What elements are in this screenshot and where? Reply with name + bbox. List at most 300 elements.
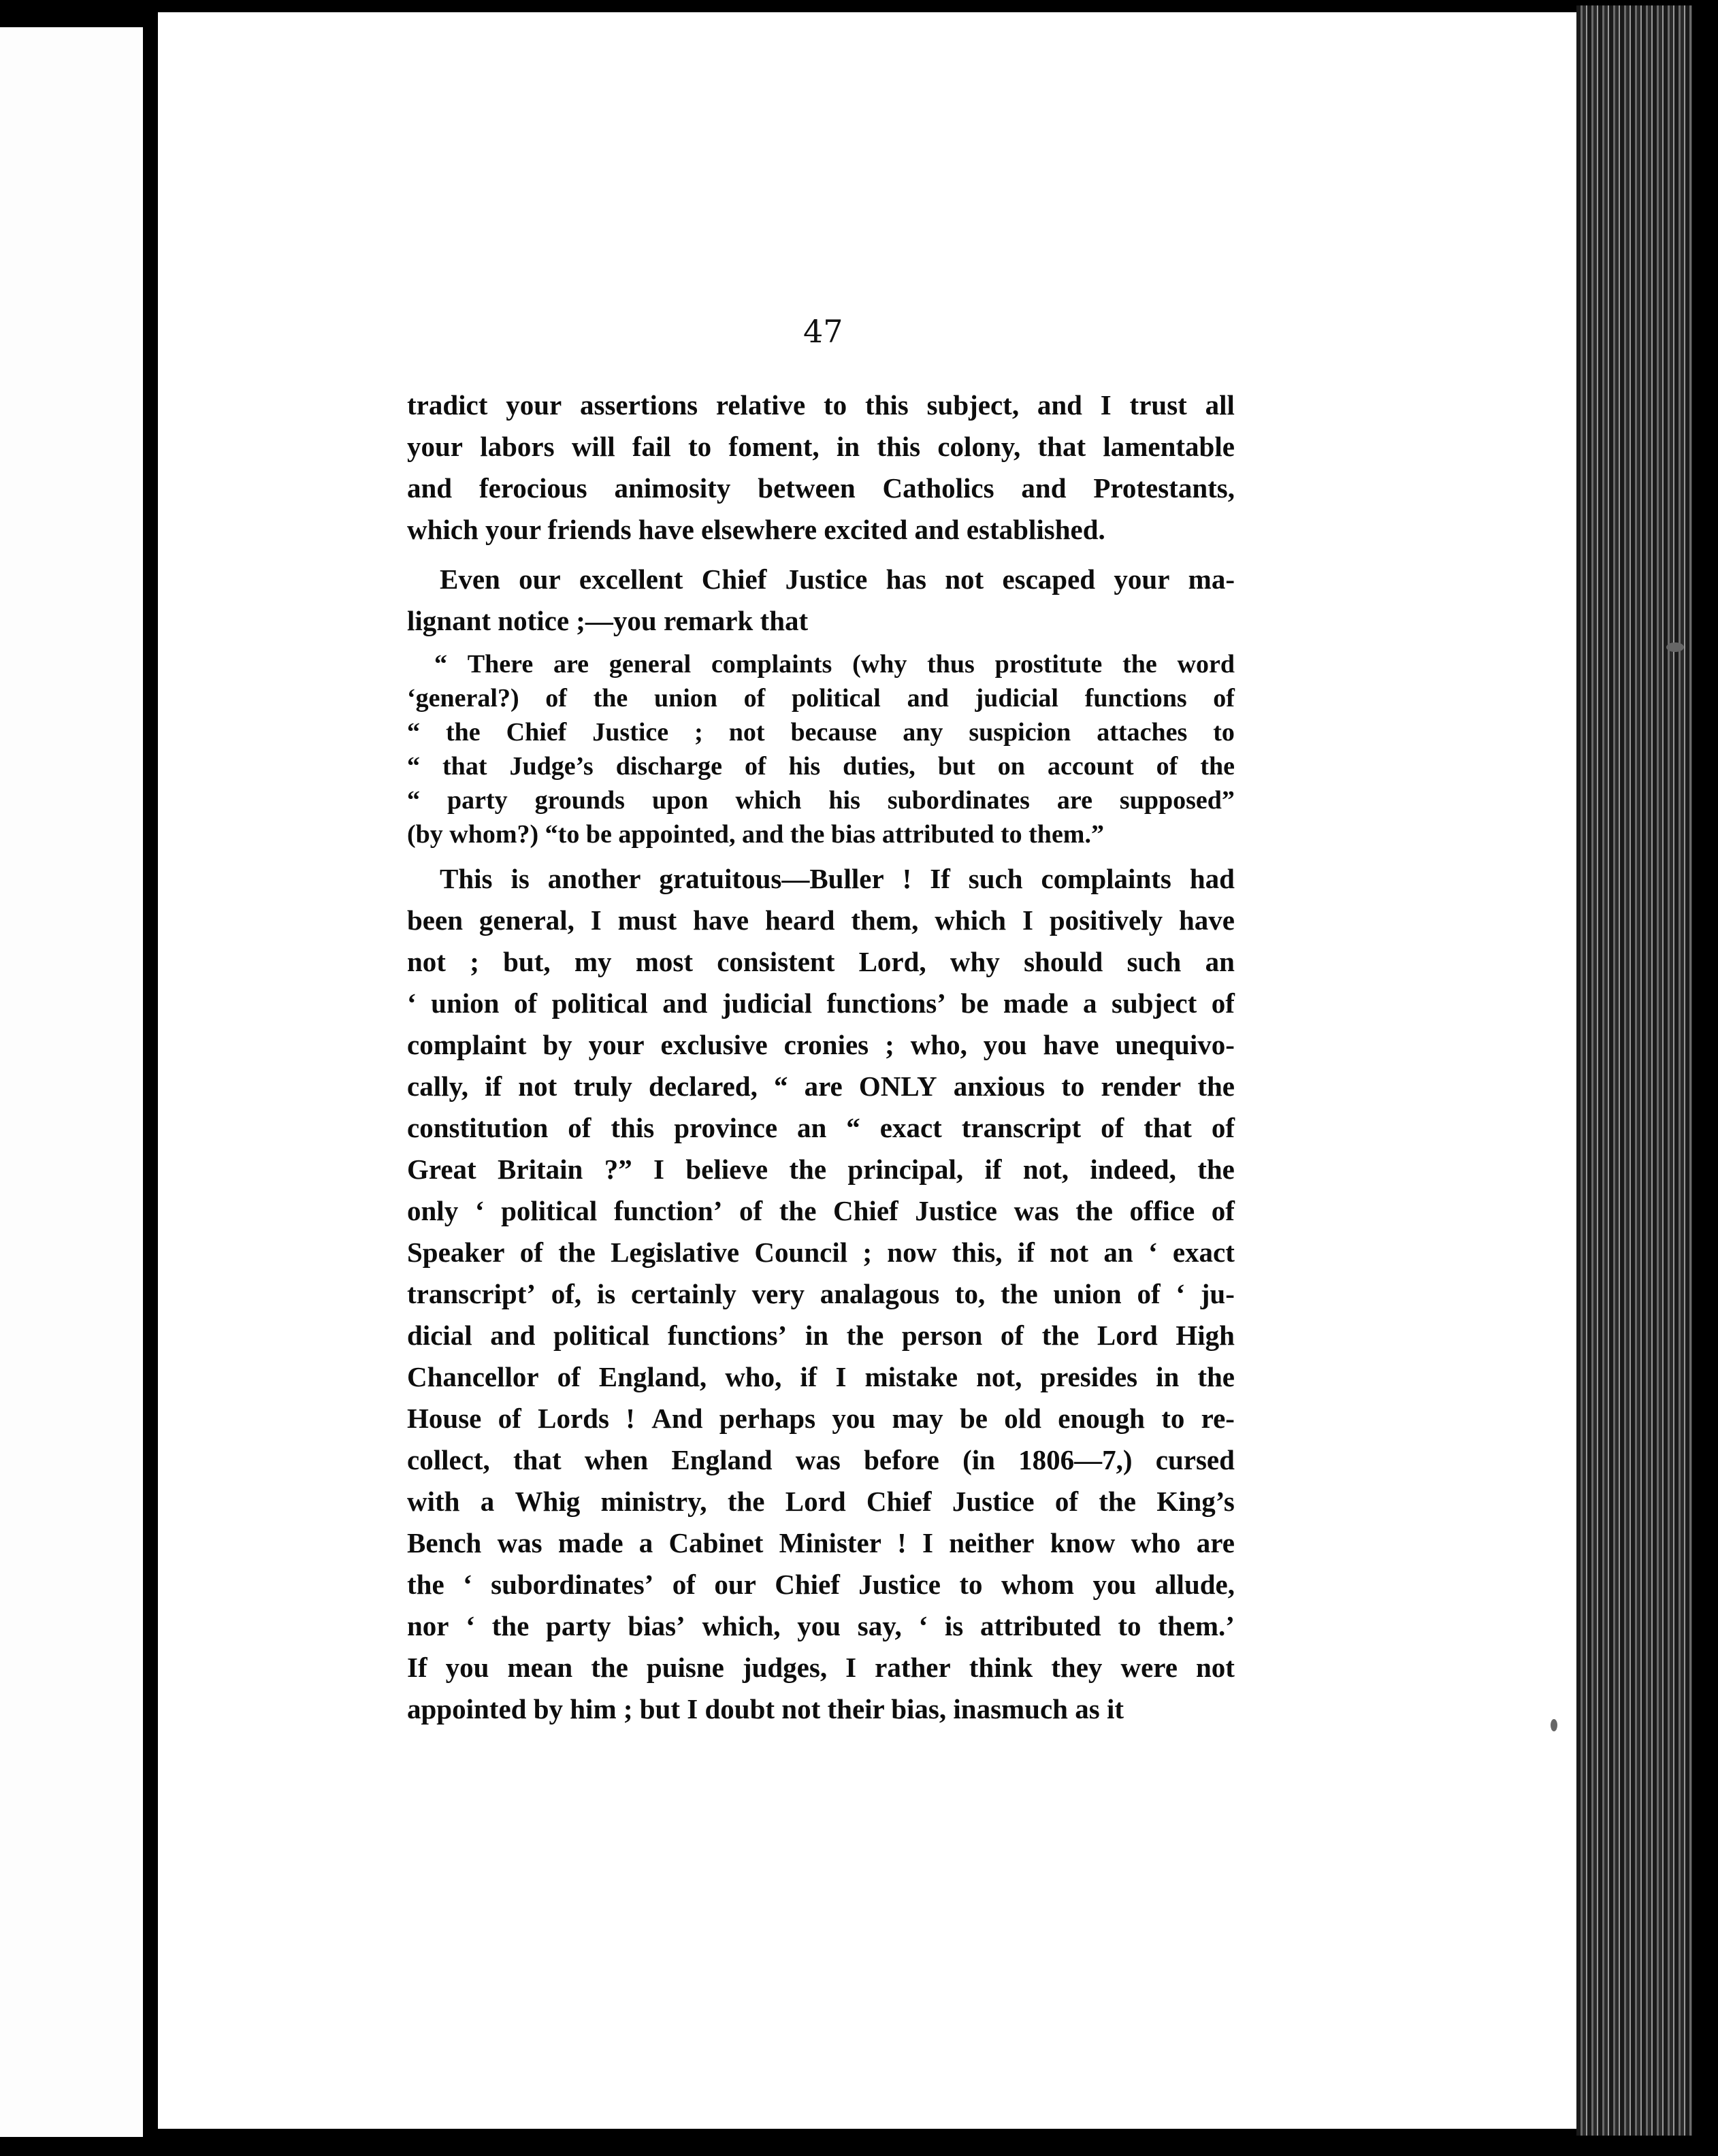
line-content	[407, 385, 1235, 426]
word: render	[1101, 1071, 1182, 1102]
word: because	[790, 718, 877, 747]
text-line	[407, 1107, 1235, 1149]
word: before	[864, 1444, 939, 1475]
word: on	[997, 752, 1025, 781]
word: cursed	[1155, 1444, 1235, 1475]
word: to	[688, 431, 712, 462]
word: was	[1014, 1195, 1059, 1226]
word: and	[1021, 472, 1067, 504]
word: ‘	[466, 1610, 475, 1642]
word: suspicion	[969, 718, 1071, 747]
word: Protestants,	[1093, 472, 1235, 504]
word: judges,	[742, 1652, 828, 1683]
word: subject	[1112, 987, 1197, 1019]
line-content	[407, 1647, 1235, 1688]
line-content	[440, 858, 1235, 900]
word: party	[546, 1610, 611, 1642]
line-content	[407, 749, 1235, 783]
word: Justice	[952, 1486, 1035, 1517]
word: Chancellor	[407, 1361, 539, 1392]
word: ju-	[1200, 1278, 1235, 1309]
word: cally,	[407, 1071, 468, 1102]
word: the	[1197, 1154, 1235, 1185]
word: of	[1156, 752, 1178, 781]
word: (why	[852, 650, 907, 679]
word: I	[590, 904, 602, 936]
line-content	[407, 1273, 1235, 1315]
word: dicial	[407, 1320, 472, 1351]
word: to	[1118, 1610, 1141, 1642]
word: declared,	[649, 1071, 758, 1102]
word: now	[887, 1237, 937, 1268]
word: you	[983, 1029, 1027, 1060]
word: are	[1056, 786, 1092, 815]
line-content	[407, 1315, 1235, 1356]
word: general,	[479, 904, 574, 936]
word: you	[832, 1403, 876, 1434]
text-line	[407, 1315, 1235, 1356]
word: is	[510, 863, 530, 894]
line-content	[407, 468, 1235, 509]
word: that	[1144, 1112, 1192, 1143]
word: of	[1211, 1195, 1235, 1226]
word: and	[907, 684, 949, 713]
word: animosity	[614, 472, 731, 504]
word: with	[407, 1486, 460, 1517]
word: account	[1047, 752, 1134, 781]
word: subordinates’	[491, 1569, 654, 1600]
word: principal,	[847, 1154, 964, 1185]
word: have	[1178, 904, 1235, 936]
page-text	[407, 385, 1235, 1730]
word: have	[693, 904, 749, 936]
word: neither	[949, 1527, 1035, 1558]
word: transcript	[961, 1112, 1082, 1143]
word: indeed,	[1090, 1154, 1176, 1185]
word: labors	[480, 431, 555, 462]
text-line	[407, 1564, 1235, 1605]
word: discharge	[615, 752, 722, 781]
word: in	[805, 1320, 829, 1351]
text-line	[407, 1149, 1235, 1190]
word: gratuitous—Buller	[659, 863, 884, 894]
word: supposed”	[1119, 786, 1235, 815]
word: I	[845, 1652, 857, 1683]
word: !	[897, 1527, 907, 1558]
book-gutter	[143, 0, 158, 2156]
word: that	[513, 1444, 562, 1475]
text-line	[407, 468, 1235, 509]
line-content	[407, 1024, 1235, 1066]
word: when	[584, 1444, 649, 1475]
word: of	[743, 684, 766, 713]
word: “	[407, 786, 420, 815]
word: subject,	[926, 389, 1020, 421]
word: ;	[694, 718, 703, 747]
word: I	[1022, 904, 1033, 936]
word: not	[1195, 1652, 1235, 1683]
word: you	[1092, 1569, 1137, 1600]
word: of	[672, 1569, 696, 1600]
word: I	[653, 1154, 664, 1185]
text-line	[407, 1647, 1235, 1688]
word: the	[846, 1320, 884, 1351]
word: thus	[927, 650, 975, 679]
word: Chief	[866, 1486, 932, 1517]
word: ferocious	[479, 472, 587, 504]
page-block-edge	[1576, 5, 1692, 2136]
word: your	[407, 431, 463, 462]
word: political	[501, 1195, 598, 1226]
word: an	[1205, 946, 1235, 977]
word: who	[1131, 1527, 1181, 1558]
line-content	[407, 1522, 1235, 1564]
word: complaint	[407, 1029, 527, 1060]
ink-spot	[1666, 642, 1684, 652]
word: If	[930, 863, 950, 894]
word: of	[1054, 1486, 1078, 1517]
word: them,	[851, 904, 919, 936]
line-content	[407, 1398, 1235, 1439]
text-line	[407, 1439, 1235, 1481]
text-line	[407, 1232, 1235, 1273]
facing-page-edge	[0, 27, 143, 2137]
word: must	[617, 904, 677, 936]
word: the	[1197, 1361, 1235, 1392]
line-content	[434, 647, 1235, 681]
word: Lord,	[858, 946, 926, 977]
word: is	[596, 1278, 616, 1309]
word: of,	[551, 1278, 582, 1309]
text-line	[407, 858, 1235, 900]
word: of	[1101, 1112, 1124, 1143]
word: mistake	[864, 1361, 958, 1392]
text-line	[407, 1522, 1235, 1564]
word: nor	[407, 1610, 449, 1642]
word: the	[407, 1569, 444, 1600]
word: my	[574, 946, 612, 977]
quote-line	[407, 817, 1235, 851]
word: made	[1003, 987, 1069, 1019]
word: rather	[875, 1652, 951, 1683]
word: cronies	[783, 1029, 869, 1060]
word: an	[1103, 1237, 1133, 1268]
word: between	[758, 472, 856, 504]
word: exact	[1172, 1237, 1235, 1268]
word: of	[1211, 987, 1235, 1019]
word: “	[434, 650, 447, 679]
word: believe	[685, 1154, 768, 1185]
word: Even	[440, 564, 500, 595]
word: which	[935, 904, 1007, 936]
word: re-	[1201, 1403, 1235, 1434]
word: been	[407, 904, 463, 936]
word: think	[969, 1652, 1033, 1683]
word: this	[877, 431, 921, 462]
word: function’	[613, 1195, 723, 1226]
line-content	[407, 1066, 1235, 1107]
word: ?”	[604, 1154, 632, 1185]
word: functions’	[826, 987, 946, 1019]
word: of	[513, 987, 538, 1019]
word: the	[593, 684, 628, 713]
word: bias’	[628, 1610, 685, 1642]
word: person	[901, 1320, 983, 1351]
paragraph	[407, 385, 1235, 551]
word: his	[788, 752, 821, 781]
word: and	[1037, 389, 1082, 421]
word: of	[545, 684, 567, 713]
word: ONLY	[858, 1071, 937, 1102]
word: If	[407, 1652, 427, 1683]
line-content	[407, 1149, 1235, 1190]
word: Lord	[1097, 1320, 1158, 1351]
word: union	[1053, 1278, 1122, 1309]
word: political	[551, 987, 648, 1019]
word: of	[557, 1361, 581, 1392]
word: Chief	[833, 1195, 898, 1226]
word: political	[553, 1320, 650, 1351]
text-line	[407, 1605, 1235, 1647]
quote-line	[407, 647, 1235, 681]
block-quote	[407, 647, 1235, 851]
word: consistent	[717, 946, 835, 977]
word: which	[735, 786, 802, 815]
word: if	[1017, 1237, 1035, 1268]
word: political	[791, 684, 881, 713]
quote-line	[407, 681, 1235, 715]
text-line	[407, 1066, 1235, 1107]
word: And	[651, 1403, 703, 1434]
word: a	[480, 1486, 495, 1517]
word: if	[984, 1154, 1002, 1185]
word: collect,	[407, 1444, 490, 1475]
word: to	[959, 1569, 983, 1600]
word: This	[440, 863, 493, 894]
word: ministry,	[600, 1486, 707, 1517]
word: who,	[725, 1361, 782, 1392]
word: are	[553, 650, 589, 679]
line-content	[407, 1356, 1235, 1398]
word: Great	[407, 1154, 476, 1185]
word: foment,	[728, 431, 820, 462]
word: !	[902, 863, 912, 894]
word: the	[445, 718, 481, 747]
text-line	[407, 983, 1235, 1024]
word: this	[611, 1112, 655, 1143]
word: ‘	[463, 1569, 472, 1600]
word: his	[828, 786, 860, 815]
word: another	[547, 863, 641, 894]
word: not	[1050, 1237, 1089, 1268]
word: in	[1156, 1361, 1180, 1392]
word: ‘	[474, 1195, 485, 1226]
line-content	[407, 900, 1235, 941]
word: of	[1137, 1278, 1161, 1309]
text-line	[407, 941, 1235, 983]
word: functions’	[667, 1320, 788, 1351]
line-content	[440, 559, 1235, 600]
word: Justice	[592, 718, 669, 747]
word: judicial	[975, 684, 1058, 713]
word: union	[653, 684, 717, 713]
word: Speaker	[407, 1237, 505, 1268]
word: our	[714, 1569, 756, 1600]
word: ‘general?)	[407, 684, 519, 713]
word: complaints	[711, 650, 832, 679]
line-content	[407, 983, 1235, 1024]
word: of	[1213, 684, 1235, 713]
word: most	[635, 946, 693, 977]
word: our	[519, 564, 561, 595]
word: such	[1127, 946, 1182, 977]
word: excellent	[579, 564, 683, 595]
line-content	[407, 1232, 1235, 1273]
word: ;	[862, 1237, 873, 1268]
word: your	[1114, 564, 1170, 595]
word: the	[591, 1652, 628, 1683]
word: “	[407, 752, 420, 781]
word: to	[824, 389, 847, 421]
word: in	[836, 431, 860, 462]
word: Whig	[515, 1486, 581, 1517]
quote-line	[407, 749, 1235, 783]
word: Justice	[785, 564, 868, 595]
word: !	[626, 1403, 635, 1434]
word: of	[1000, 1320, 1024, 1351]
word: Chief	[701, 564, 767, 595]
word: “	[773, 1071, 788, 1102]
word: 1806—7,)	[1018, 1444, 1133, 1475]
word: England,	[598, 1361, 707, 1392]
word: the	[1099, 1486, 1136, 1517]
word: of	[568, 1112, 591, 1143]
word: not,	[976, 1361, 1022, 1392]
word: a	[638, 1527, 653, 1558]
line-content: appointed by him ; but I doubt not their bias, inasmuch as it	[407, 1693, 1124, 1725]
word: are	[1196, 1527, 1235, 1558]
word: general	[609, 650, 692, 679]
word: Britain	[498, 1154, 583, 1185]
word: word	[1177, 650, 1235, 679]
word: I	[835, 1361, 847, 1392]
line-content	[407, 1439, 1235, 1481]
word: the	[1001, 1278, 1038, 1309]
word: are	[804, 1071, 843, 1102]
word: Lord	[785, 1486, 846, 1517]
text-line	[407, 900, 1235, 941]
word: ‘	[1176, 1278, 1186, 1309]
word: is	[944, 1610, 964, 1642]
word: union	[431, 987, 500, 1019]
word: the	[558, 1237, 596, 1268]
word: transcript’	[407, 1278, 536, 1309]
word: but	[937, 752, 975, 781]
word: if	[800, 1361, 817, 1392]
word: presides	[1040, 1361, 1138, 1392]
line-content	[407, 783, 1235, 817]
paragraph	[407, 559, 1235, 642]
word: unequivo-	[1115, 1029, 1235, 1060]
word: truly	[573, 1071, 632, 1102]
word: positively	[1049, 904, 1163, 936]
word: I	[922, 1527, 934, 1558]
word: subordinates	[887, 786, 1030, 815]
text-line	[407, 426, 1235, 468]
word: Council	[754, 1237, 848, 1268]
word: not	[518, 1071, 557, 1102]
text-line	[407, 1481, 1235, 1522]
word: your	[588, 1029, 645, 1060]
word: ;	[885, 1029, 894, 1060]
word: has	[886, 564, 926, 595]
word: exclusive	[660, 1029, 768, 1060]
word: you	[445, 1652, 489, 1683]
word: but,	[503, 946, 551, 977]
word: was	[795, 1444, 841, 1475]
word: of	[739, 1195, 763, 1226]
word: very	[751, 1278, 805, 1309]
ink-spot	[1551, 1719, 1557, 1731]
word: lamentable	[1103, 431, 1235, 462]
word: to	[1213, 718, 1235, 747]
word: grounds	[534, 786, 625, 815]
word: duties,	[843, 752, 915, 781]
word: enough	[1058, 1403, 1145, 1434]
word: be	[959, 1403, 988, 1434]
word: the	[789, 1154, 827, 1185]
word: allude,	[1154, 1569, 1235, 1600]
word: colony,	[937, 431, 1021, 462]
word: and	[407, 472, 453, 504]
word: the	[1200, 752, 1235, 781]
word: to,	[954, 1278, 986, 1309]
word: was	[497, 1527, 542, 1558]
word: the	[727, 1486, 765, 1517]
line-content: lignant notice ;—you remark that	[407, 605, 809, 636]
line-content	[407, 1190, 1235, 1232]
word: will	[571, 431, 615, 462]
line-content	[407, 1605, 1235, 1647]
word: an	[797, 1112, 827, 1143]
word: anxious	[953, 1071, 1046, 1102]
word: House	[407, 1403, 482, 1434]
line-content: (by whom?) “to be appointed, and the bias attributed to them.”	[407, 820, 1104, 849]
word: Justice	[915, 1195, 997, 1226]
word: constitution	[407, 1112, 549, 1143]
line-content	[407, 1564, 1235, 1605]
word: the	[491, 1610, 530, 1642]
word: the	[779, 1195, 817, 1226]
word: the	[1041, 1320, 1080, 1351]
word: I	[1100, 389, 1112, 421]
word: attributed	[979, 1610, 1101, 1642]
word: judicial	[722, 987, 813, 1019]
word: puisne	[646, 1652, 724, 1683]
word: of	[744, 752, 766, 781]
word: say,	[857, 1610, 902, 1642]
word: only	[407, 1195, 459, 1226]
word: tradict	[407, 389, 488, 421]
word: upon	[651, 786, 709, 815]
word: why	[950, 946, 1000, 977]
line-content	[407, 681, 1235, 715]
text-line	[407, 1024, 1235, 1066]
word: not	[407, 946, 446, 977]
word: your	[506, 389, 562, 421]
word: of	[1211, 1112, 1235, 1143]
word: to	[1161, 1403, 1185, 1434]
